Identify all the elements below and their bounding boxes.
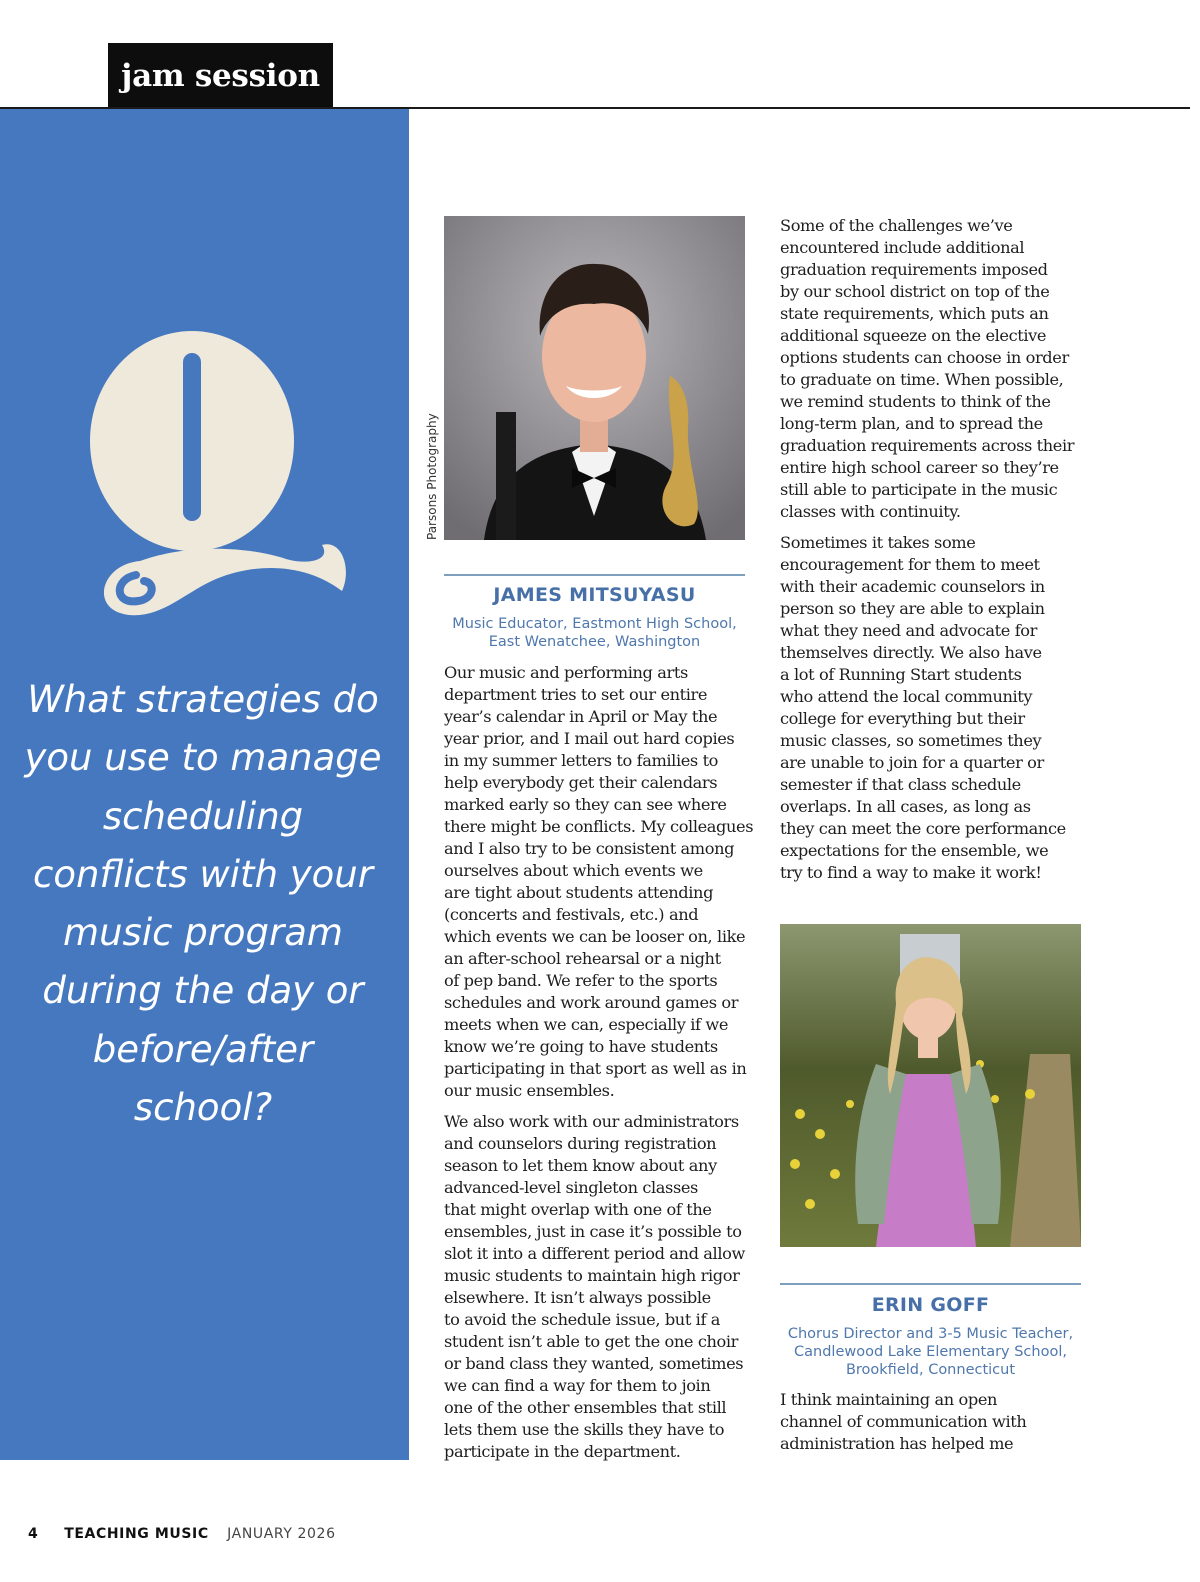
text-line: encouragement for them to meet — [780, 555, 1040, 574]
issue-date: JANUARY 2026 — [227, 1526, 336, 1542]
text-line: marked early so they can see where — [444, 795, 727, 814]
text-line: long-term plan, and to spread the — [780, 414, 1043, 433]
role-line: East Wenatchee, Washington — [488, 634, 701, 650]
question-panel — [0, 109, 409, 1460]
profile-role — [436, 615, 753, 651]
text-line: or band class they wanted, sometimes — [444, 1354, 744, 1373]
profile-divider — [444, 574, 745, 576]
role-line: Chorus Director and 3-5 Music Teacher, — [787, 1326, 1074, 1342]
text-line: help everybody get their calendars — [444, 773, 718, 792]
page-footer — [28, 1526, 336, 1542]
text-line: what they need and advocate for — [780, 621, 1037, 640]
text-line: they can meet the core performance — [780, 819, 1066, 838]
text-line: entire high school career so they’re — [780, 458, 1059, 477]
portrait-photo-erin — [780, 924, 1081, 1247]
text-line: with their academic counselors in — [780, 577, 1045, 596]
text-line: person so they are able to explain — [780, 599, 1045, 618]
text-line: of pep band. We refer to the sports — [444, 971, 718, 990]
text-line: we can find a way for them to join — [444, 1376, 711, 1395]
text-line: still able to participate in the music — [780, 480, 1058, 499]
text-line: to avoid the schedule issue, but if a — [444, 1310, 721, 1329]
role-line: Music Educator, Eastmont High School, — [452, 616, 737, 632]
text-line: overlaps. In all cases, as long as — [780, 797, 1031, 816]
paragraph — [780, 215, 1100, 523]
text-line: music students to maintain high rigor — [444, 1266, 740, 1285]
paragraph — [780, 532, 1100, 884]
text-line: graduation requirements across their — [780, 436, 1075, 455]
text-line: additional squeeze on the elective — [780, 326, 1047, 345]
text-line: and I also try to be consistent among — [444, 839, 735, 858]
text-line: a lot of Running Start students — [780, 665, 1022, 684]
text-line: semester if that class schedule — [780, 775, 1021, 794]
text-line: meets when we can, especially if we — [444, 1015, 729, 1034]
text-line: advanced-level singleton classes — [444, 1178, 698, 1197]
section-tag — [108, 43, 333, 108]
big-q-letter — [70, 329, 360, 629]
article-column-2 — [780, 215, 1100, 893]
text-line: schedules and work around games or — [444, 993, 739, 1012]
text-line: an after-school rehearsal or a night — [444, 949, 721, 968]
text-line: classes with continuity. — [780, 502, 961, 521]
text-line: and counselors during registration — [444, 1134, 717, 1153]
text-line: year prior, and I mail out hard copies — [444, 729, 735, 748]
text-line: are unable to join for a quarter or — [780, 753, 1044, 772]
text-line: are tight about students attending — [444, 883, 714, 902]
text-line: Our music and performing arts — [444, 663, 688, 682]
text-line: one of the other ensembles that still — [444, 1398, 727, 1417]
text-line: (concerts and festivals, etc.) and — [444, 905, 699, 924]
text-line: participate in the department. — [444, 1442, 681, 1461]
text-line: student isn’t able to get the one choir — [444, 1332, 738, 1351]
text-line: graduation requirements imposed — [780, 260, 1048, 279]
text-line: Some of the challenges we’ve — [780, 216, 1013, 235]
text-line: which events we can be looser on, like — [444, 927, 746, 946]
paragraph — [444, 1111, 764, 1463]
question-text: What strategies do you use to manage scheduling conflicts with your music program during the day or before/after school? — [24, 678, 382, 1130]
text-line: try to find a way to make it work! — [780, 863, 1042, 882]
text-line: we remind students to think of the — [780, 392, 1051, 411]
profile-name: JAMES MITSUYASU — [493, 584, 696, 606]
role-line: Candlewood Lake Elementary School, — [794, 1344, 1067, 1360]
profile-name: ERIN GOFF — [871, 1294, 990, 1316]
section-tag-label: jam session — [121, 57, 320, 94]
text-line: slot it into a different period and allow — [444, 1244, 745, 1263]
text-line: season to let them know about any — [444, 1156, 717, 1175]
text-line: our music ensembles. — [444, 1081, 615, 1100]
text-line: by our school district on top of the — [780, 282, 1050, 301]
text-line: ensembles, just in case it’s possible to — [444, 1222, 742, 1241]
text-line: We also work with our administrators — [444, 1112, 739, 1131]
text-line: who attend the local community — [780, 687, 1033, 706]
text-line: Sometimes it takes some — [780, 533, 976, 552]
text-line: state requirements, which puts an — [780, 304, 1049, 323]
text-line: ourselves about which events we — [444, 861, 703, 880]
text-line: options students can choose in order — [780, 348, 1069, 367]
text-line: know we’re going to have students — [444, 1037, 718, 1056]
profile-divider — [780, 1283, 1081, 1285]
text-line: music classes, so sometimes they — [780, 731, 1042, 750]
portrait-photo-james — [444, 216, 745, 540]
text-line: in my summer letters to families to — [444, 751, 719, 770]
text-line: expectations for the ensemble, we — [780, 841, 1049, 860]
text-line: there might be conflicts. My colleagues — [444, 817, 754, 836]
article-column-3 — [780, 1389, 1100, 1464]
role-line: Brookfield, Connecticut — [845, 1362, 1016, 1378]
magazine-title: TEACHING MUSIC — [64, 1526, 209, 1542]
text-line: to graduate on time. When possible, — [780, 370, 1064, 389]
text-line: themselves directly. We also have — [780, 643, 1042, 662]
article-column-1 — [444, 662, 764, 1472]
page-number: 4 — [28, 1526, 38, 1542]
text-line: year’s calendar in April or May the — [444, 707, 718, 726]
text-line: participating in that sport as well as in — [444, 1059, 747, 1078]
paragraph — [780, 1389, 1100, 1455]
text-line: elsewhere. It isn’t always possible — [444, 1288, 711, 1307]
text-line: administration has helped me — [780, 1434, 1014, 1453]
text-line: that might overlap with one of the — [444, 1200, 712, 1219]
profile-role — [772, 1325, 1089, 1379]
text-line: encountered include additional — [780, 238, 1025, 257]
text-line: department tries to set our entire — [444, 685, 708, 704]
text-line: I think maintaining an open — [780, 1390, 998, 1409]
photo-credit: Parsons Photography — [425, 413, 439, 540]
text-line: channel of communication with — [780, 1412, 1027, 1431]
text-line: lets them use the skills they have to — [444, 1420, 725, 1439]
text-line: college for everything but their — [780, 709, 1025, 728]
paragraph — [444, 662, 764, 1102]
